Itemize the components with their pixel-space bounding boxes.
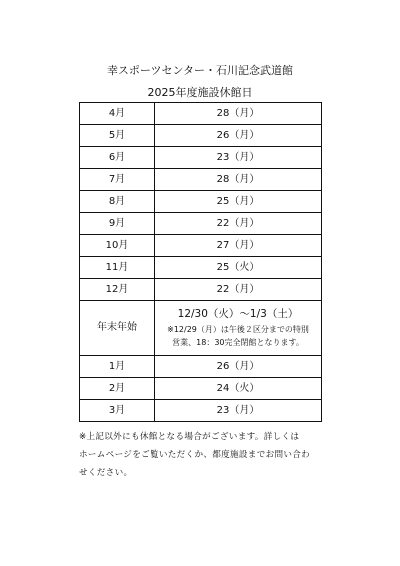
year-end-row xyxy=(80,301,322,356)
month-cell: 6月 xyxy=(80,147,155,169)
month-cell: 11月 xyxy=(80,257,155,279)
month-cell: 4月 xyxy=(80,103,155,125)
table-row xyxy=(80,125,322,147)
month-cell: 8月 xyxy=(80,191,155,213)
table-row xyxy=(80,235,322,257)
table-row xyxy=(80,213,322,235)
schedule-title: 2025年度施設休館日 xyxy=(147,86,253,99)
year-end-note-line-2: 営業、18：30完全閉館となります。 xyxy=(172,338,304,347)
closure-date-cell: 25（月） xyxy=(155,191,322,213)
footer-note-line-3: せください。 xyxy=(79,468,133,478)
closure-date-cell: 26（月） xyxy=(155,356,322,378)
table-row xyxy=(80,169,322,191)
closure-date-cell: 28（月） xyxy=(155,169,322,191)
footer-note-line-2: ホームページをご覧いただくか、都度施設までお問い合わ xyxy=(79,450,311,460)
closure-date-cell: 26（月） xyxy=(155,125,322,147)
month-cell: 10月 xyxy=(80,235,155,257)
closure-date-cell: 27（月） xyxy=(155,235,322,257)
year-end-details xyxy=(155,301,322,356)
closure-date-cell: 22（月） xyxy=(155,213,322,235)
footer-note xyxy=(79,428,329,482)
year-end-note-line-1: ※12/29（月）は午後２区分までの特別 xyxy=(167,325,309,334)
table-row xyxy=(80,356,322,378)
facility-title: 幸スポーツセンター・石川記念武道館 xyxy=(106,64,294,77)
month-cell: 9月 xyxy=(80,213,155,235)
month-cell: 2月 xyxy=(80,378,155,400)
closure-date-cell: 28（月） xyxy=(155,103,322,125)
table-row xyxy=(80,103,322,125)
table-row xyxy=(80,191,322,213)
closure-date-cell: 25（火） xyxy=(155,257,322,279)
month-cell: 3月 xyxy=(80,400,155,422)
month-cell: 12月 xyxy=(80,279,155,301)
footer-note-line-1: ※上記以外にも休館となる場合がございます。詳しくは xyxy=(79,432,300,442)
table-row xyxy=(80,257,322,279)
closure-date-cell: 24（火） xyxy=(155,378,322,400)
year-end-date-range: 12/30（火）～1/3（土） xyxy=(177,308,299,320)
table-row xyxy=(80,378,322,400)
table-row xyxy=(80,279,322,301)
table-row xyxy=(80,400,322,422)
month-cell: 1月 xyxy=(80,356,155,378)
closure-date-cell: 23（月） xyxy=(155,400,322,422)
year-end-label: 年末年始 xyxy=(80,301,155,356)
closure-schedule-table xyxy=(79,102,322,422)
month-cell: 7月 xyxy=(80,169,155,191)
table-row xyxy=(80,147,322,169)
month-cell: 5月 xyxy=(80,125,155,147)
closure-date-cell: 23（月） xyxy=(155,147,322,169)
closure-date-cell: 22（月） xyxy=(155,279,322,301)
